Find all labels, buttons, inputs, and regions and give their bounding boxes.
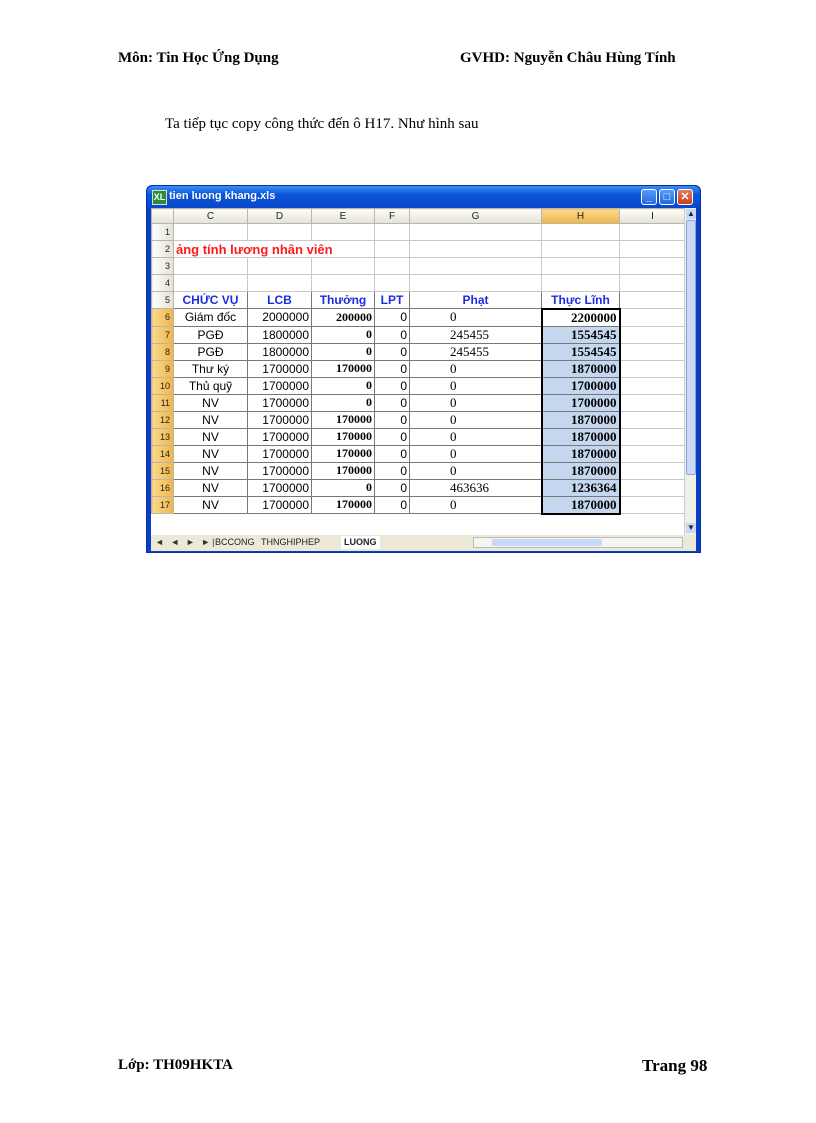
footer-class: Lớp: TH09HKTA	[118, 1057, 233, 1073]
cell-thuong[interactable]: 170000	[312, 411, 375, 428]
cell-lpt[interactable]: 0	[375, 428, 410, 445]
cell[interactable]	[542, 241, 620, 258]
cell-chuc-vu[interactable]: Giám đốc	[174, 309, 248, 327]
cell-lpt[interactable]: 0	[375, 377, 410, 394]
cell-lpt[interactable]: 0	[375, 496, 410, 514]
table-row	[152, 428, 686, 445]
close-button[interactable]: ✕	[677, 189, 693, 205]
cell[interactable]	[410, 241, 542, 258]
row-header[interactable]: 3	[152, 258, 174, 275]
cell[interactable]	[620, 326, 686, 343]
cell-thuong[interactable]: 170000	[312, 462, 375, 479]
row-header[interactable]: 10	[152, 377, 174, 394]
cell-phat[interactable]: 0	[410, 309, 542, 327]
cell-chuc-vu[interactable]: NV	[174, 411, 248, 428]
cell-thuong[interactable]: 170000	[312, 445, 375, 462]
cell-lpt[interactable]: 0	[375, 479, 410, 496]
cell[interactable]	[620, 377, 686, 394]
cell-lcb[interactable]: 1700000	[248, 479, 312, 496]
tab-luong[interactable]: LUONG	[341, 536, 380, 549]
scroll-down-arrow-icon[interactable]: ▼	[687, 523, 695, 532]
cell-thuc-linh[interactable]: 1870000	[542, 496, 620, 514]
cell-chuc-vu[interactable]: NV	[174, 394, 248, 411]
cell-phat[interactable]: 0	[410, 411, 542, 428]
cell[interactable]	[620, 462, 686, 479]
cell[interactable]	[620, 224, 686, 241]
cell-chuc-vu[interactable]: NV	[174, 428, 248, 445]
cell-lcb[interactable]: 1700000	[248, 394, 312, 411]
cell-chuc-vu[interactable]: PGĐ	[174, 343, 248, 360]
header-teacher: GVHD: Nguyễn Châu Hùng Tính	[460, 50, 676, 66]
cell-phat[interactable]: 0	[410, 496, 542, 514]
column-header-h[interactable]: H	[542, 209, 620, 224]
cell-thuong[interactable]: 0	[312, 377, 375, 394]
worksheet[interactable]	[151, 208, 696, 535]
table-row	[152, 445, 686, 462]
cell[interactable]	[620, 479, 686, 496]
cell-lpt[interactable]: 0	[375, 462, 410, 479]
cell[interactable]	[410, 258, 542, 275]
cell-phat[interactable]: 0	[410, 394, 542, 411]
vertical-scroll-thumb[interactable]	[686, 220, 696, 475]
cell-thuc-linh[interactable]: 1870000	[542, 428, 620, 445]
cell-lcb[interactable]: 1700000	[248, 462, 312, 479]
cell-thuong[interactable]: 0	[312, 394, 375, 411]
table-row	[152, 326, 686, 343]
row-header[interactable]: 6	[152, 309, 174, 327]
header-lcb[interactable]: LCB	[248, 292, 312, 309]
row-header[interactable]: 1	[152, 224, 174, 241]
cell-thuong[interactable]: 170000	[312, 360, 375, 377]
cell[interactable]	[620, 309, 686, 327]
cell-thuong[interactable]: 170000	[312, 428, 375, 445]
cell-phat[interactable]: 245455	[410, 343, 542, 360]
maximize-button[interactable]: □	[659, 189, 675, 205]
cell[interactable]	[375, 241, 410, 258]
tab-navigation-icon[interactable]: ◄ ◄ ► ►|	[155, 537, 217, 547]
title-bar[interactable]	[147, 186, 700, 208]
cell-lpt[interactable]: 0	[375, 343, 410, 360]
cell-thuc-linh[interactable]: 1554545	[542, 343, 620, 360]
table-row	[152, 479, 686, 496]
header-thuc-linh[interactable]: Thực Lĩnh	[542, 292, 620, 309]
table-header-row	[152, 292, 686, 309]
cell[interactable]	[375, 258, 410, 275]
cell-lpt[interactable]: 0	[375, 445, 410, 462]
cell-lcb[interactable]: 1700000	[248, 377, 312, 394]
cell-thuong[interactable]: 0	[312, 343, 375, 360]
excel-icon: XL	[152, 190, 167, 205]
cell[interactable]	[620, 258, 686, 275]
cell-chuc-vu[interactable]: PGĐ	[174, 326, 248, 343]
table-row	[152, 394, 686, 411]
cell-phat[interactable]: 0	[410, 428, 542, 445]
scroll-up-arrow-icon[interactable]: ▲	[687, 209, 695, 218]
cell-lcb[interactable]: 1800000	[248, 343, 312, 360]
table-row	[152, 496, 686, 514]
footer-page-number: Trang 98	[642, 1056, 708, 1075]
cell[interactable]	[620, 496, 686, 514]
cell[interactable]	[542, 275, 620, 292]
table-row	[152, 411, 686, 428]
header-subject: Môn: Tin Học Ứng Dụng	[118, 50, 279, 66]
cell[interactable]	[375, 224, 410, 241]
column-header-i[interactable]: I	[620, 209, 686, 224]
cell-phat[interactable]: 0	[410, 445, 542, 462]
row-header[interactable]: 13	[152, 428, 174, 445]
row-header[interactable]: 12	[152, 411, 174, 428]
column-header-e[interactable]: E	[312, 209, 375, 224]
sheet-tab-bar	[151, 535, 696, 551]
cell[interactable]	[620, 343, 686, 360]
cell-lpt[interactable]: 0	[375, 411, 410, 428]
body-paragraph: Ta tiếp tục copy công thức đến ô H17. Như hình sau	[165, 116, 479, 132]
cell-lcb[interactable]: 1800000	[248, 326, 312, 343]
horizontal-scroll-thumb[interactable]	[492, 539, 602, 546]
table-row	[152, 343, 686, 360]
sheet-row	[152, 258, 686, 275]
sheet-row	[152, 275, 686, 292]
column-header-d[interactable]: D	[248, 209, 312, 224]
cell[interactable]	[620, 428, 686, 445]
row-header[interactable]: 16	[152, 479, 174, 496]
cell[interactable]	[620, 360, 686, 377]
row-header[interactable]: 15	[152, 462, 174, 479]
cell-thuc-linh[interactable]: 2200000	[542, 309, 620, 327]
cell-phat[interactable]: 0	[410, 377, 542, 394]
cell-lpt[interactable]: 0	[375, 360, 410, 377]
cell-thuc-linh[interactable]: 1554545	[542, 326, 620, 343]
cell-lcb[interactable]: 1700000	[248, 496, 312, 514]
cell[interactable]	[620, 411, 686, 428]
header-phat[interactable]: Phạt	[410, 292, 542, 309]
excel-window	[146, 185, 701, 553]
table-row	[152, 377, 686, 394]
table-row	[152, 360, 686, 377]
cell[interactable]	[312, 224, 375, 241]
row-header[interactable]: 5	[152, 292, 174, 309]
cell[interactable]	[620, 445, 686, 462]
cell[interactable]	[248, 258, 312, 275]
cell-thuc-linh[interactable]: 1870000	[542, 411, 620, 428]
sheet-title-cell[interactable]: ảng tính lương nhân viên	[174, 241, 375, 258]
cell-thuong[interactable]: 170000	[312, 496, 375, 514]
cell[interactable]	[620, 394, 686, 411]
minimize-button[interactable]: _	[641, 189, 657, 205]
column-header-row	[152, 209, 686, 224]
row-header[interactable]: 4	[152, 275, 174, 292]
sheet-row	[152, 224, 686, 241]
cell-lcb[interactable]: 1700000	[248, 360, 312, 377]
row-header[interactable]: 8	[152, 343, 174, 360]
cell-phat[interactable]: 0	[410, 360, 542, 377]
cell-lcb[interactable]: 2000000	[248, 309, 312, 327]
cell-thuc-linh[interactable]: 1236364	[542, 479, 620, 496]
cell-thuong[interactable]: 0	[312, 326, 375, 343]
cell[interactable]	[174, 275, 248, 292]
cell-chuc-vu[interactable]: NV	[174, 496, 248, 514]
cell[interactable]	[248, 275, 312, 292]
cell-thuc-linh[interactable]: 1870000	[542, 462, 620, 479]
cell-lcb[interactable]: 1700000	[248, 411, 312, 428]
cell[interactable]	[542, 258, 620, 275]
cell[interactable]	[248, 224, 312, 241]
tab-thnghiphep[interactable]: THNGHIPHEP	[261, 537, 321, 547]
cell-lpt[interactable]: 0	[375, 309, 410, 327]
cell-chuc-vu[interactable]: Thủ quỹ	[174, 377, 248, 394]
cell[interactable]	[620, 241, 686, 258]
table-row	[152, 309, 686, 327]
cell[interactable]	[620, 275, 686, 292]
cell[interactable]	[174, 224, 248, 241]
column-header-f[interactable]: F	[375, 209, 410, 224]
cell-lcb[interactable]: 1700000	[248, 428, 312, 445]
cell-thuc-linh[interactable]: 1870000	[542, 360, 620, 377]
column-header-c[interactable]: C	[174, 209, 248, 224]
cell[interactable]	[620, 292, 686, 309]
cell[interactable]	[312, 258, 375, 275]
column-header-g[interactable]: G	[410, 209, 542, 224]
row-header[interactable]: 14	[152, 445, 174, 462]
cell-chuc-vu[interactable]: Thư ký	[174, 360, 248, 377]
cell-thuong[interactable]: 0	[312, 479, 375, 496]
row-header[interactable]: 11	[152, 394, 174, 411]
row-header[interactable]: 2	[152, 241, 174, 258]
cell-lpt[interactable]: 0	[375, 326, 410, 343]
cell-thuc-linh[interactable]: 1870000	[542, 445, 620, 462]
cell-thuc-linh[interactable]: 1700000	[542, 377, 620, 394]
cell-chuc-vu[interactable]: NV	[174, 445, 248, 462]
cell-phat[interactable]: 245455	[410, 326, 542, 343]
cell-thuc-linh[interactable]: 1700000	[542, 394, 620, 411]
row-header[interactable]: 17	[152, 496, 174, 514]
header-chuc-vu[interactable]: CHỨC VỤ	[174, 292, 248, 309]
row-header[interactable]: 7	[152, 326, 174, 343]
cell-grid[interactable]	[151, 208, 686, 515]
cell[interactable]	[410, 275, 542, 292]
select-all-corner[interactable]	[152, 209, 174, 224]
cell[interactable]	[542, 224, 620, 241]
table-row	[152, 462, 686, 479]
sheet-row	[152, 241, 686, 258]
horizontal-scrollbar[interactable]	[473, 537, 683, 548]
cell[interactable]	[312, 275, 375, 292]
cell-thuong[interactable]: 200000	[312, 309, 375, 327]
tab-bccong[interactable]: BCCONG	[215, 537, 255, 547]
header-thuong[interactable]: Thưởng	[312, 292, 375, 309]
header-lpt[interactable]: LPT	[375, 292, 410, 309]
cell[interactable]	[174, 258, 248, 275]
cell-lcb[interactable]: 1700000	[248, 445, 312, 462]
cell-chuc-vu[interactable]: NV	[174, 479, 248, 496]
window-title: tien luong khang.xls	[169, 190, 276, 202]
cell-chuc-vu[interactable]: NV	[174, 462, 248, 479]
cell-lpt[interactable]: 0	[375, 394, 410, 411]
cell-phat[interactable]: 463636	[410, 479, 542, 496]
row-header[interactable]: 9	[152, 360, 174, 377]
cell[interactable]	[410, 224, 542, 241]
cell[interactable]	[375, 275, 410, 292]
vertical-scrollbar[interactable]	[684, 208, 696, 535]
cell-phat[interactable]: 0	[410, 462, 542, 479]
